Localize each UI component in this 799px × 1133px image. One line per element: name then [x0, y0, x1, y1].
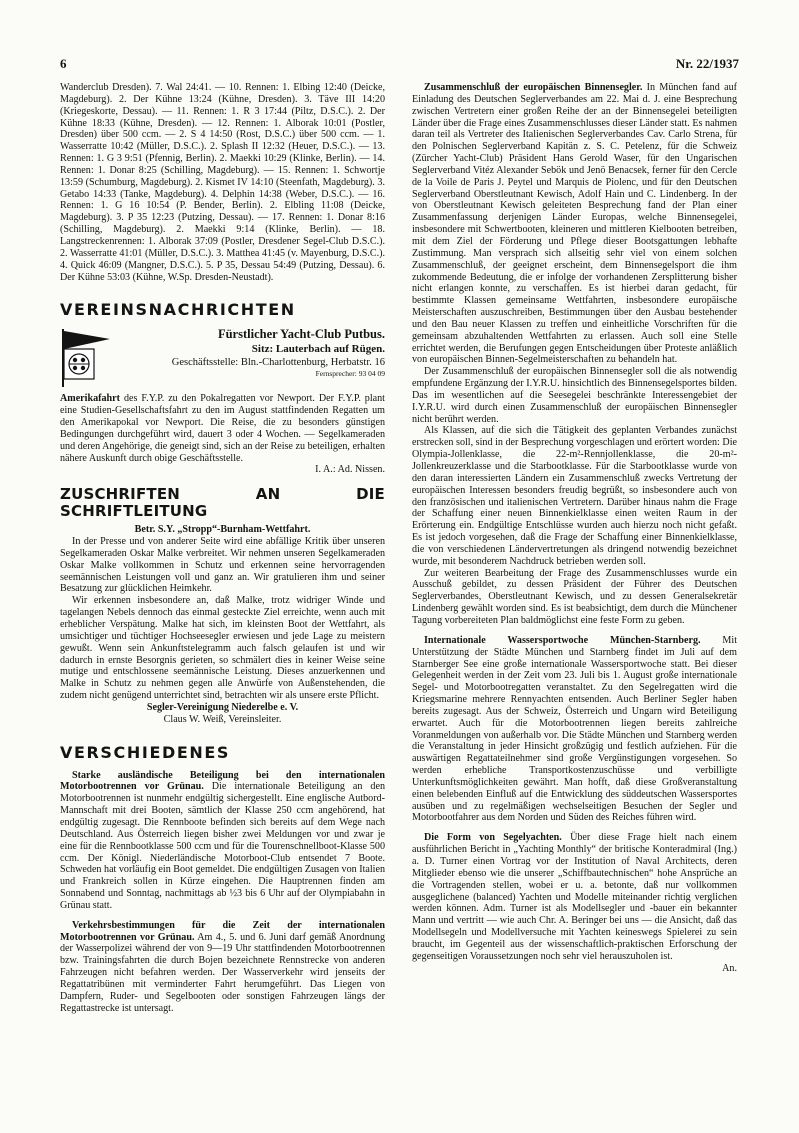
club-site: Sitz: Lauterbach auf Rügen.: [251, 343, 385, 356]
amerikafahrt-title: Amerikafahrt: [60, 393, 120, 405]
zusammenschluss-paragraph-4: Zur weiteren Bearbeitung der Frage des Zusammenschlusses wurde ein Ausschuß gebildet, zu dessen Präsident der Führer des Deutschen Seglerverbandes, Oberstleutnant Kewisch, und zu dessen Generalsekretär Lindenberg gewählt worden sind. Es ist beabsichtigt, dem durch die Münchener Tagung vorbereiteten Plan baldmöglichst eine feste Form zu geben.: [412, 567, 737, 626]
motorboot-title: Starke ausländische Beteiligung bei den internationalen Motorbootrennen vor Grünau.: [60, 769, 385, 793]
left-column: [60, 82, 385, 1014]
wassersportwoche-title: Internationale Wassersportwoche München-Starnberg.: [424, 634, 701, 646]
club-header: [60, 327, 385, 389]
zusammenschluss-paragraph-1: [412, 82, 737, 366]
wassersportwoche-paragraph: [412, 635, 737, 825]
section-heading-vereinsnachrichten: VEREINSNACHRICHTEN: [60, 300, 296, 320]
section-heading-verschiedenes: VERSCHIEDENES: [60, 742, 231, 762]
race-results-paragraph: Wanderclub Dresden). 7. Wal 24:41. — 10. Rennen: 1. Elbing 12:40 (Deicke, Magdeburg). 2. Der Kühne 13:24 (Kühne, Dresden). 3. Täve III 14:20 (Kriegeskorte, Dessau). — 11. Rennen: 1. R 3 17:44 (Piltz, D.S.C.). 2. Der Kühne 18:33 (Kühne, Dresden). — 12. Rennen: 1. Alborak 10:01 (Postler, Dresden) über 500 ccm. — 2. S 4 14:50 (Rost, D.S.C.) über 500 ccm. — 1. Wasserratte 10:42 (Müller, D.S.C.). 2. Splash II 12:32 (Heuer, D.S.C.). — 13. Rennen: 1. G 3 9:51 (Pfennig, Berlin). 2. Maekki 10:29 (Klinke, Berlin). — 14. Rennen: 1. Donar 8:25 (Schilling, Magdeburg). — 15. Rennen: 1. Schwortje 13:59 (Schumburg, Magdeburg). 2. Kismet IV 14:10 (Steenfath, Magdeburg). 3. Getabo 14:33 (Tanke, Magdeburg). 4. Delphin 14:38 (Weber, D.S.C.). — 16. Rennen: 1. G 16 10:54 (P. Bender, Berlin). 2. Elbling 11:08 (Deicke, Magdeburg). 3. P 35 12:23 (Putzing, Dessau). — 17. Rennen: 1. Donar 8:16 (Schilling, Magdeburg). 2. Maekki 9:14 (Klinke, Berlin). — 18. Langstreckenrennen: 1. Alborak 37:09 (Postler, Dresdener Segel-Club D.S.C.). 2. Wasserratte 41:01 (Müller, D.S.C.). 3. Matthea 41:45 (v. Mayenburg, D.S.C.). 4. Quick 46:09 (Mangner, D.S.C.). 5. P 35, Dessau 54:49 (Putzing, Dessau). 6. Der Kühne 53:03 (Kühne, W.Sp. Dresden-Neustadt).: [60, 82, 385, 283]
zuschriften-paragraph-1: In der Presse und von anderer Seite wird eine abfällige Kritik über unseren Segelkameraden Oskar Malke verbreitet. Wir nehmen unseren Segelkameraden Oskar Malke vollkommen in Schutz und erkennen seine hervorragenden seemännischen Leistungen voll und ganz an. Wir gratulieren ihm und seiner Besatzung zur glücklichen Heimkehr.: [60, 536, 385, 595]
segelyachten-paragraph: [412, 832, 737, 962]
zusammenschluss-title: Zusammenschluß der europäischen Binnensegler.: [424, 82, 643, 93]
zuschriften-paragraph-2: Wir erkennen insbesondere an, daß Malke, trotz widriger Winde und tagelangen Nebels dennoch das einmal gesteckte Ziel erreichte, wenn auch mit erheblicher Verspätung. Malke hat sich, im kleinsten Boot der Wettfahrt, als umsichtiger und tüchtiger Hochseesegler erwiesen und jede Lage zu meistern gewußt. Wenn sein Ankunftstelegramm auch falsch gelaufen ist und wir dadurch in ernste Besorgnis gerieten, so schmälert dies in keiner Weise seine mutige und entschlossene seemännische Leistung. Dieses anzuerkennen und Malke in Schutz zu nehmen gegen alle Anwürfe von Außenstehenden, die zudem nicht genügend unterrichtet sind, betrachten wir als unsere erste Pflicht.: [60, 595, 385, 702]
segelyachten-text: Über diese Frage hielt nach einem ausführlichen Bericht in „Yachting Monthly“ der britische Konteradmiral (Ing.) a. D. Turner einen Vortrag vor der Institution of Naval Architects, deren Mitglieder ebenso wie die unserer „Schiffbautechnischen“ hohe Ansprüche an die Vortragenden stellen, wobei er u. a. betonte, daß nur vollkommen ausgeglichene (balanced) Yachten und Modelle miteinander richtig verglichen werden können. Adm. Turner ist als Modellsegler und -bauer ein bekannter Mann und vertritt — wie auch Chr. A. Beringer bei uns — die Ansicht, daß das Modellsegeln und Modellversuche mit Yachten keineswegs Spielerei zu sein braucht, im Gegenteil aus der wissenschaftlich-praktischen Erforschung der gegenseitigen Voraussetzungen noch sehr viel herauszuholen ist.: [412, 832, 737, 962]
right-column: [412, 82, 737, 974]
issue-number: Nr. 22/1937: [675, 56, 739, 71]
zuschriften-subtitle: Betr. S.Y. „Stropp“-Burnham-Wettfahrt.: [134, 524, 311, 536]
verkehr-title: Verkehrsbestimmungen für die Zeit der internationalen Motorbootrennen vor Grünau.: [60, 919, 385, 943]
verkehr-text: Am 4., 5. und 6. Juni darf gemäß Anordnung der Wasserpolizei während der von 9—19 Uhr stattfindenden Motorbootrennen bzw. Trainingsfahrten die durch Bojen bezeichnete Rennstrecke von anderen Fahrzeugen nicht befahren werden. Der Wasserverkehr wird jenseits der Regattatribünen mit verminderter Fahrt herumgeführt. Das Liegen von Dampfern, Ruder- und Segelbooten oder sonstigen Fahrzeugen längs der Regattastrecke ist untersagt.: [60, 931, 385, 1014]
page-number: 6: [60, 56, 67, 71]
amerikafahrt-paragraph: [60, 393, 385, 464]
amerikafahrt-signature: I. A.: Ad. Nissen.: [315, 464, 385, 476]
club-burgee-flag-icon: [60, 327, 112, 389]
zuschriften-signature-org: Segler-Vereinigung Niederelbe e. V.: [146, 701, 299, 713]
zuschriften-signature-name: Claus W. Weiß, Vereinsleiter.: [163, 713, 282, 725]
club-info: [120, 327, 385, 379]
club-office: Geschäftsstelle: Bln.-Charlottenburg, Herbatstr. 16: [171, 357, 385, 369]
club-name: Fürstlicher Yacht-Club Putbus.: [217, 327, 385, 342]
verkehr-paragraph: [60, 920, 385, 1015]
segelyachten-title: Die Form von Segelyachten.: [424, 832, 562, 844]
motorboot-paragraph: [60, 770, 385, 912]
zusammenschluss-text-1: In München fand auf Einladung des Deutschen Seglerverbandes am 22. Mai d. J. eine Besprechung zwischen Vertretern einer großen Reihe der an der Binnensegelei beteiligten Länder über die Frage eines Zusammenschlusses dieser Länder statt. Es nahmen daran teil als Vertreter des Italienischen Seglerverbandes Cav. Carlo Strena, für den Polnischen Seglerverband Kapitän z. S. C. Petelenz, für die Schweiz (Zürcher Yacht-Club) Präsident Hans Gerold Waser, für den Ungarischen Seglerverband Vitéz Alexander Sebök und Jenö Benacsek, ferner für den Cercle de la Voile de Paris J. Peytel und Marquis de Piolenc, und für den Deutschen Seglerverband Oberstleutnant Kewisch, Adolf Hain und C. Lindenberg. In der von Oberstleutnant Kewisch geleiteten Besprechung fand der Plan einer Zusammenfassung derjenigen Länder Europas, welche Binnensegelei, insbesondere mit Schwertbooten, kleineren und mittleren Kielbooten betreiben, mit dem Ziel der Förderung und Pflege dieser Bootsgattungen lebhafte Zustimmung. Man versprach sich allseitig sehr viel von einem solchen Zusammenschluß, der geeignet erscheint, dem Binnensegelsport die ihm zukommende Bedeutung, die er infolge der vorhandenen Zersplitterung bisher nicht erlangen konnte, zu verschaffen. Es ist hierbei daran gedacht, für bestimmte Klassen gemeinsame Wettfahrten, insbesondere europäische Meisterschaften auszuschreiben, Bestimmungen über den Ausbau bestehender und den Bau neuer Klassen zu treffen und einheitliche Vorschriften für die gemeinsam abzuhaltenden Wettfahrten zu erlassen. Auch soll eine Stelle errichtet werden, die Berufungen gegen Entscheidungen über Proteste anläßlich von europäischen Binnen-Segelmeisterschaften zu behandeln hat.: [412, 82, 737, 366]
segelyachten-signature: An.: [722, 962, 737, 974]
club-phone: Fernsprecher: 93 04 09: [315, 369, 385, 379]
zusammenschluss-paragraph-2: Der Zusammenschluß der europäischen Binnensegler soll die als notwendig empfundene Ergänzung der I.Y.R.U. hinsichtlich des Binnensegelsportes bilden. Das im wesentlichen auf die Seesegelei beschränkte Interessengebiet der I.Y.R.U. wird durch einen Zusammenschluß der europäischen Binnensegler nicht berührt werden.: [412, 366, 737, 425]
zusammenschluss-paragraph-3: Als Klassen, auf die sich die Tätigkeit des geplanten Verbandes zunächst erstrecken soll, sind in der Besprechung vorgeschlagen und erörtert worden: Die Olympia-Jollenklasse, die 22-m²-Rennjollenklasse, die 20-m²-Jollenkreuzerklasse und die Starbootklasse. Für die Starbootklasse wurde von den daran interessierten Ländern ein Zusammenschluß zwecks Vertretung der europäischen Interessen besonders freudig begrüßt, so insbesondere auch von den französischen und italienischen Vertretern. Darüber hinaus nahm die Frage der Schaffung einer neuen Binnenkielklasse einen weiten Raum in der Erörterung ein. Endgültige Entschlüsse wurden auch hierzu noch nicht gefaßt. Es ist jedoch vorgesehen, daß die Frage der Schaffung einer Binnenkielklasse, die von verschiedenen Ländervertretungen als dringend notwendig bezeichnet wurde, mit besonderem Nachdruck betrieben werden soll.: [412, 425, 737, 567]
section-heading-zuschriften: ZUSCHRIFTEN AN DIE SCHRIFTLEITUNG: [60, 485, 385, 521]
amerikafahrt-text: des F.Y.P. zu den Pokalregatten vor Newport. Der F.Y.P. plant eine Studien-Gesellschaftsfahrt zu den im August stattfindenden Regatten um den Amerikapokal vor Newport. Die Reise, die zu besonders günstigen Bedingungen durchgeführt wird, dauert 3 oder 4 Wochen. — Segelkameraden und deren Angehörige, die geneigt sind, sich an der Reise zu beteiligen, erhalten nähere Auskunft durch obige Geschäftsstelle.: [60, 393, 385, 464]
motorboot-text: Die internationale Beteiligung an den Motorbootrennen ist nunmehr endgültig sichergestellt. Eine englische Autbord-Mannschaft mit drei Booten, sämtlich der Klasse 250 ccm angehörend, hat endgültig zugesagt. Die Rennboote befinden sich bereits auf dem Wege nach Deutschland. Aus Österreich liegen bisher zwei Meldungen vor und zwar je eine für die Rennbootklasse 500 ccm und für die Tourenschnellboot-Klasse 500 ccm. Der Königl. Niederländische Motorboot-Club entsendet 7 Boote. Schweden hat vorläufig ein Boot gemeldet. Die endgültigen Zusagen von Italien und Frankreich sollen in Kürze eingehen. Die Hauptrennen finden am Sonnabend und Sonntag, nachmittags ab ½3 bis 6 Uhr auf der Olympiabahn in Grünau statt.: [60, 781, 386, 911]
wassersportwoche-text: Mit Unterstützung der Städte München und Starnberg findet im Juli auf dem Starnberger See eine große internationale Wassersportwoche statt. Bei dieser Gelegenheit werden in der Zeit vom 23. Juli bis 1. August große internationale Segel- und Motorbootregatten veranstaltet. Zu den Segelregatten wird die Kriegsmarine mehrere Rennyachten entsenden. Auch Berliner Segler haben bereits zugesagt. Aus der Schweiz, Österreich und Ungarn wird Beteiligung erwartet. Auch für die Motorbootrennen liegen bereits zahlreiche Voranmeldungen von außerhalb vor. Die Städte München und Starnberg werden die Veranstaltung in jeder Hinsicht großzügig und festlich aufziehen. Für die auswärtigen Regattateilnehmer sind große Vergünstigungen vorgesehen. So werden erhebliche Transportkostenzuschüsse und verbilligte Unterkunftsmöglichkeiten gewährt. Man hofft, daß diese Großveranstaltung einen belebenden Einfluß auf die Entwicklung des süddeutschen Wassersportes ausüben und zu regelmäßigen wechselseitigen Besuchen der Segler und Motorbootfahrer aus dem Norden und Süden des Reiches führen wird.: [412, 634, 737, 824]
